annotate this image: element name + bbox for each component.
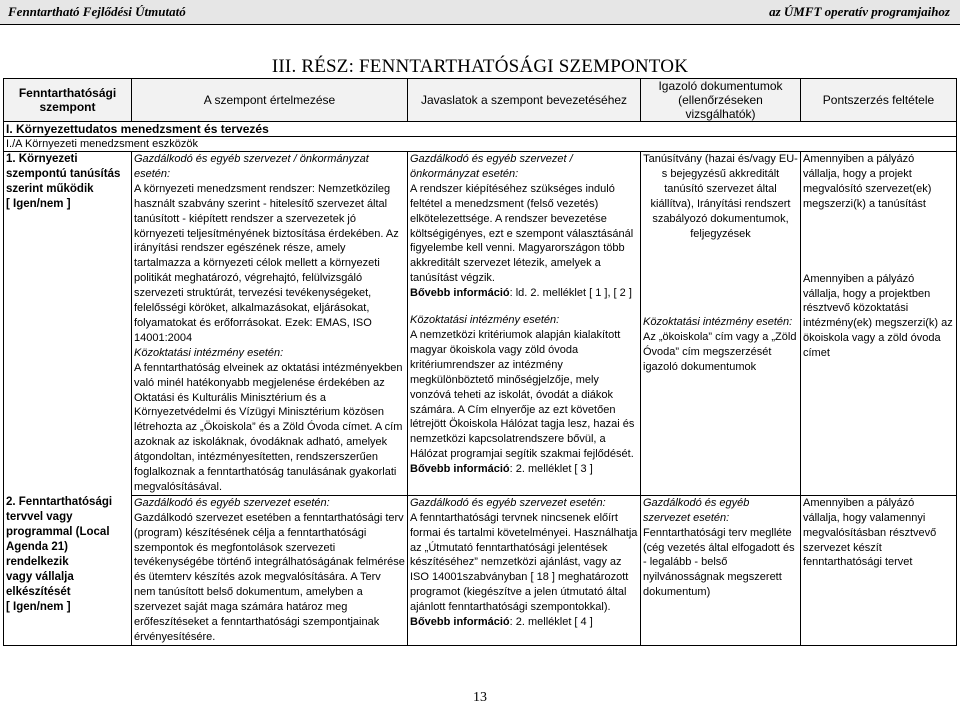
sustainability-criteria-table (3, 78, 957, 646)
more-info-ref: : ld. 2. melléklet [ 1 ], [ 2 ] (509, 287, 632, 300)
more-info-label: Bővebb információ (410, 287, 510, 300)
table-header-row (4, 79, 957, 122)
running-header (0, 0, 960, 25)
suggestion-heading: Gazdálkodó és egyéb szervezet / önkormányzat esetén: (410, 153, 573, 180)
more-info (410, 462, 638, 477)
table-row (4, 152, 957, 496)
scoring-cell (801, 152, 957, 496)
header-left-title: Fenntartható Fejlődési Útmutató (8, 4, 186, 19)
suggestion-heading: Gazdálkodó és egyéb szervezet esetén: (410, 496, 606, 509)
criterion-line: tervvel vagy (6, 511, 73, 524)
document-heading: Közoktatási intézmény esetén: (643, 316, 793, 329)
meaning-cell (132, 152, 408, 496)
scoring-text: Amennyiben a pályázó vállalja, hogy a projektben résztvevő közoktatási intézmény(ek) megszerzi(k) az ökoiskola vagy a zöld óvoda címet (803, 272, 953, 360)
criterion-line: szerint működik (6, 182, 94, 195)
more-info (410, 615, 638, 630)
part-title: III. RÉSZ: FENNTARTHATÓSÁGI SZEMPONTOK (271, 56, 689, 77)
criterion-line: elkészítését (6, 585, 71, 598)
scoring-text: Amennyiben a pályázó vállalja, hogy valamennyi megvalósításban résztvevő szervezet készít fenntarthatósági tervet (803, 496, 937, 569)
criterion-cell (4, 152, 132, 496)
scoring-cell (801, 495, 957, 645)
document-heading: Gazdálkodó és egyéb szervezet esetén: (643, 496, 750, 524)
document-text: Fenntarthatósági terv meglléte (cég vezetés által elfogadott és - legalább - belső nyilvánosságnak megszerett dokumentum) (643, 526, 795, 599)
col-header-criterion: Fenntarthatósági szempont (4, 79, 132, 122)
criterion-line: szempontú tanúsítás (6, 167, 121, 180)
criterion-cell (4, 495, 132, 645)
more-info-ref: : 2. melléklet [ 4 ] (509, 616, 593, 629)
criterion-line: 1. Környezeti (6, 153, 78, 165)
meaning-text: A környezeti menedzsment rendszer: Nemzetközileg használt szabvány szerint - hitelesítő szervezet által tanúsított - kiépített rendszer a szervezetek jó környezeti teljesítményének biztosítása érdekében. Az irányítási rendszer egészének része, amely tartalmazza a környezeti célok mellett a környezeti politikát meghatározó, végrehajtó, felülvizsgáló szervezeti struktúrát, tervezési tevékenységeket, felelősségi köröket, alkalmazásokat, eljárásokat, folyamatokat és erőforrásokat. Ezek: EMAS, ISO 14001:2004 (134, 182, 399, 344)
meaning-text: Gazdálkodó szervezet esetében a fenntarthatósági terv (program) készítésének célja a fenntarthatósági szempontok és megfontolások szervezeti tevékenységébe történő integrálhatóságának felmérése és ütemterv készítés azok megvalósítására. A Terv nem tanúsított belső dokumentum, amelyben a szervezet saját maga számára határoz meg erőfeszítéseket a fenntarthatósági szempontjainak érvényesítésére. (134, 511, 405, 643)
section-row (4, 122, 957, 137)
suggestion-text: A fenntarthatósági tervnek nincsenek előírt formai és tartalmi követelményei. Használhatja az „Útmutató fenntarthatósági jelentések készítéséhez” nemzetközi ajánlást, vagy az ISO 14001szabványban [ 18 ] meghatározott programot (kiegészítve a jelen útmutató által ajánlott fenntarthatósági szempontokkal). (410, 511, 638, 614)
col-header-documents: Igazoló dokumentumok (ellenőrzéseken vizsgálhatók) (641, 79, 801, 122)
subsection-title: I./A Környezeti menedzsment eszközök (4, 137, 957, 152)
criterion-line: [ Igen/nem ] (6, 600, 71, 613)
document-text: Tanúsítvány (hazai és/vagy EU-s bejegyzésű akkreditált tanúsító szervezet által kiállítva), Irányítási rendszert szabályozó dokumentumok, feljegyzések (643, 153, 798, 240)
criterion-line: Agenda 21) rendelkezik (6, 541, 69, 568)
table-row (4, 495, 957, 645)
header-right-title: az ÚMFT operatív programjaihoz (769, 4, 950, 19)
criterion-line: [ Igen/nem ] (6, 197, 71, 210)
suggestions-cell (408, 495, 641, 645)
col-header-scoring: Pontszerzés feltétele (801, 79, 957, 122)
meaning-cell (132, 495, 408, 645)
suggestions-cell (408, 152, 641, 496)
more-info-label: Bővebb információ (410, 463, 510, 476)
meaning-heading: Gazdálkodó és egyéb szervezet / önkormányzat esetén: (134, 153, 369, 180)
criterion-line: vagy vállalja (6, 570, 74, 583)
criterion-line: 2. Fenntarthatósági (6, 496, 113, 509)
documents-cell (641, 495, 801, 645)
more-info-ref: : 2. melléklet [ 3 ] (509, 463, 593, 476)
scoring-text: Amennyiben a pályázó vállalja, hogy a projekt megvalósító szervezet(ek) megszerzi(k) a tanúsítást (803, 153, 932, 210)
suggestion-text: A nemzetközi kritériumok alapján kialakított magyar ökoiskola vagy zöld óvoda kritériumrendszer az intézmény megkülönböztető minőségjelzője, mely vonzóvá teheti az iskolát, óvodát a diákok számára. A Cím elnyerője az ezt követően létrejött Ökoiskola Hálózat tagja lesz, hazai és nemzetközi kapcsolatrendszere bővül, a Hálózat programjai segítik szakmai fejlődését. (410, 328, 635, 461)
documents-cell (641, 152, 801, 496)
criterion-line: programmal (Local (6, 526, 110, 539)
more-info-label: Bővebb információ (410, 616, 510, 629)
meaning-heading: Gazdálkodó és egyéb szervezet esetén: (134, 496, 330, 509)
col-header-suggestions: Javaslatok a szempont bevezetéséhez (408, 79, 641, 122)
page-number: 13 (473, 690, 487, 705)
suggestion-heading: Közoktatási intézmény esetén: (410, 314, 560, 327)
meaning-heading: Közoktatási intézmény esetén: (134, 346, 284, 359)
more-info (410, 286, 638, 301)
suggestion-text: A rendszer kiépítéséhez szükséges induló feltétel a menedzsment (felső vezetés) elkötelezettsége. A rendszer bevezetése költségigényes, ezt e szempont választásánál figyelembe kell venni. Magyarországon több akkreditált szervezet létezik, amelyek a tanúsítást végzik. (410, 182, 634, 285)
document-text: Az „ökoiskola” cím vagy a „Zöld Óvoda” cím megszerzését igazoló dokumentumok (643, 331, 797, 374)
col-header-meaning: A szempont értelmezése (132, 79, 408, 122)
meaning-text: A fenntarthatóság elveinek az oktatási intézményekben való minél hatékonyabb megjelenése érdekében az Oktatási és Kulturális Minisztérium és a Környezetvédelmi és Vízügyi Minisztérium közösen létrehozta az „Ökoiskola” és a Zöld Óvoda címet. A cím azoknak az iskoláknak, óvodáknak adható, amelyek átgondoltan, intézményesítetten, rendszerszerűen foglalkoznak a fenntarthatóság tanulásának gyakorlati megvalósításával. (134, 361, 403, 493)
section-title: I. Környezettudatos menedzsment és tervezés (4, 122, 957, 137)
subsection-row (4, 137, 957, 152)
